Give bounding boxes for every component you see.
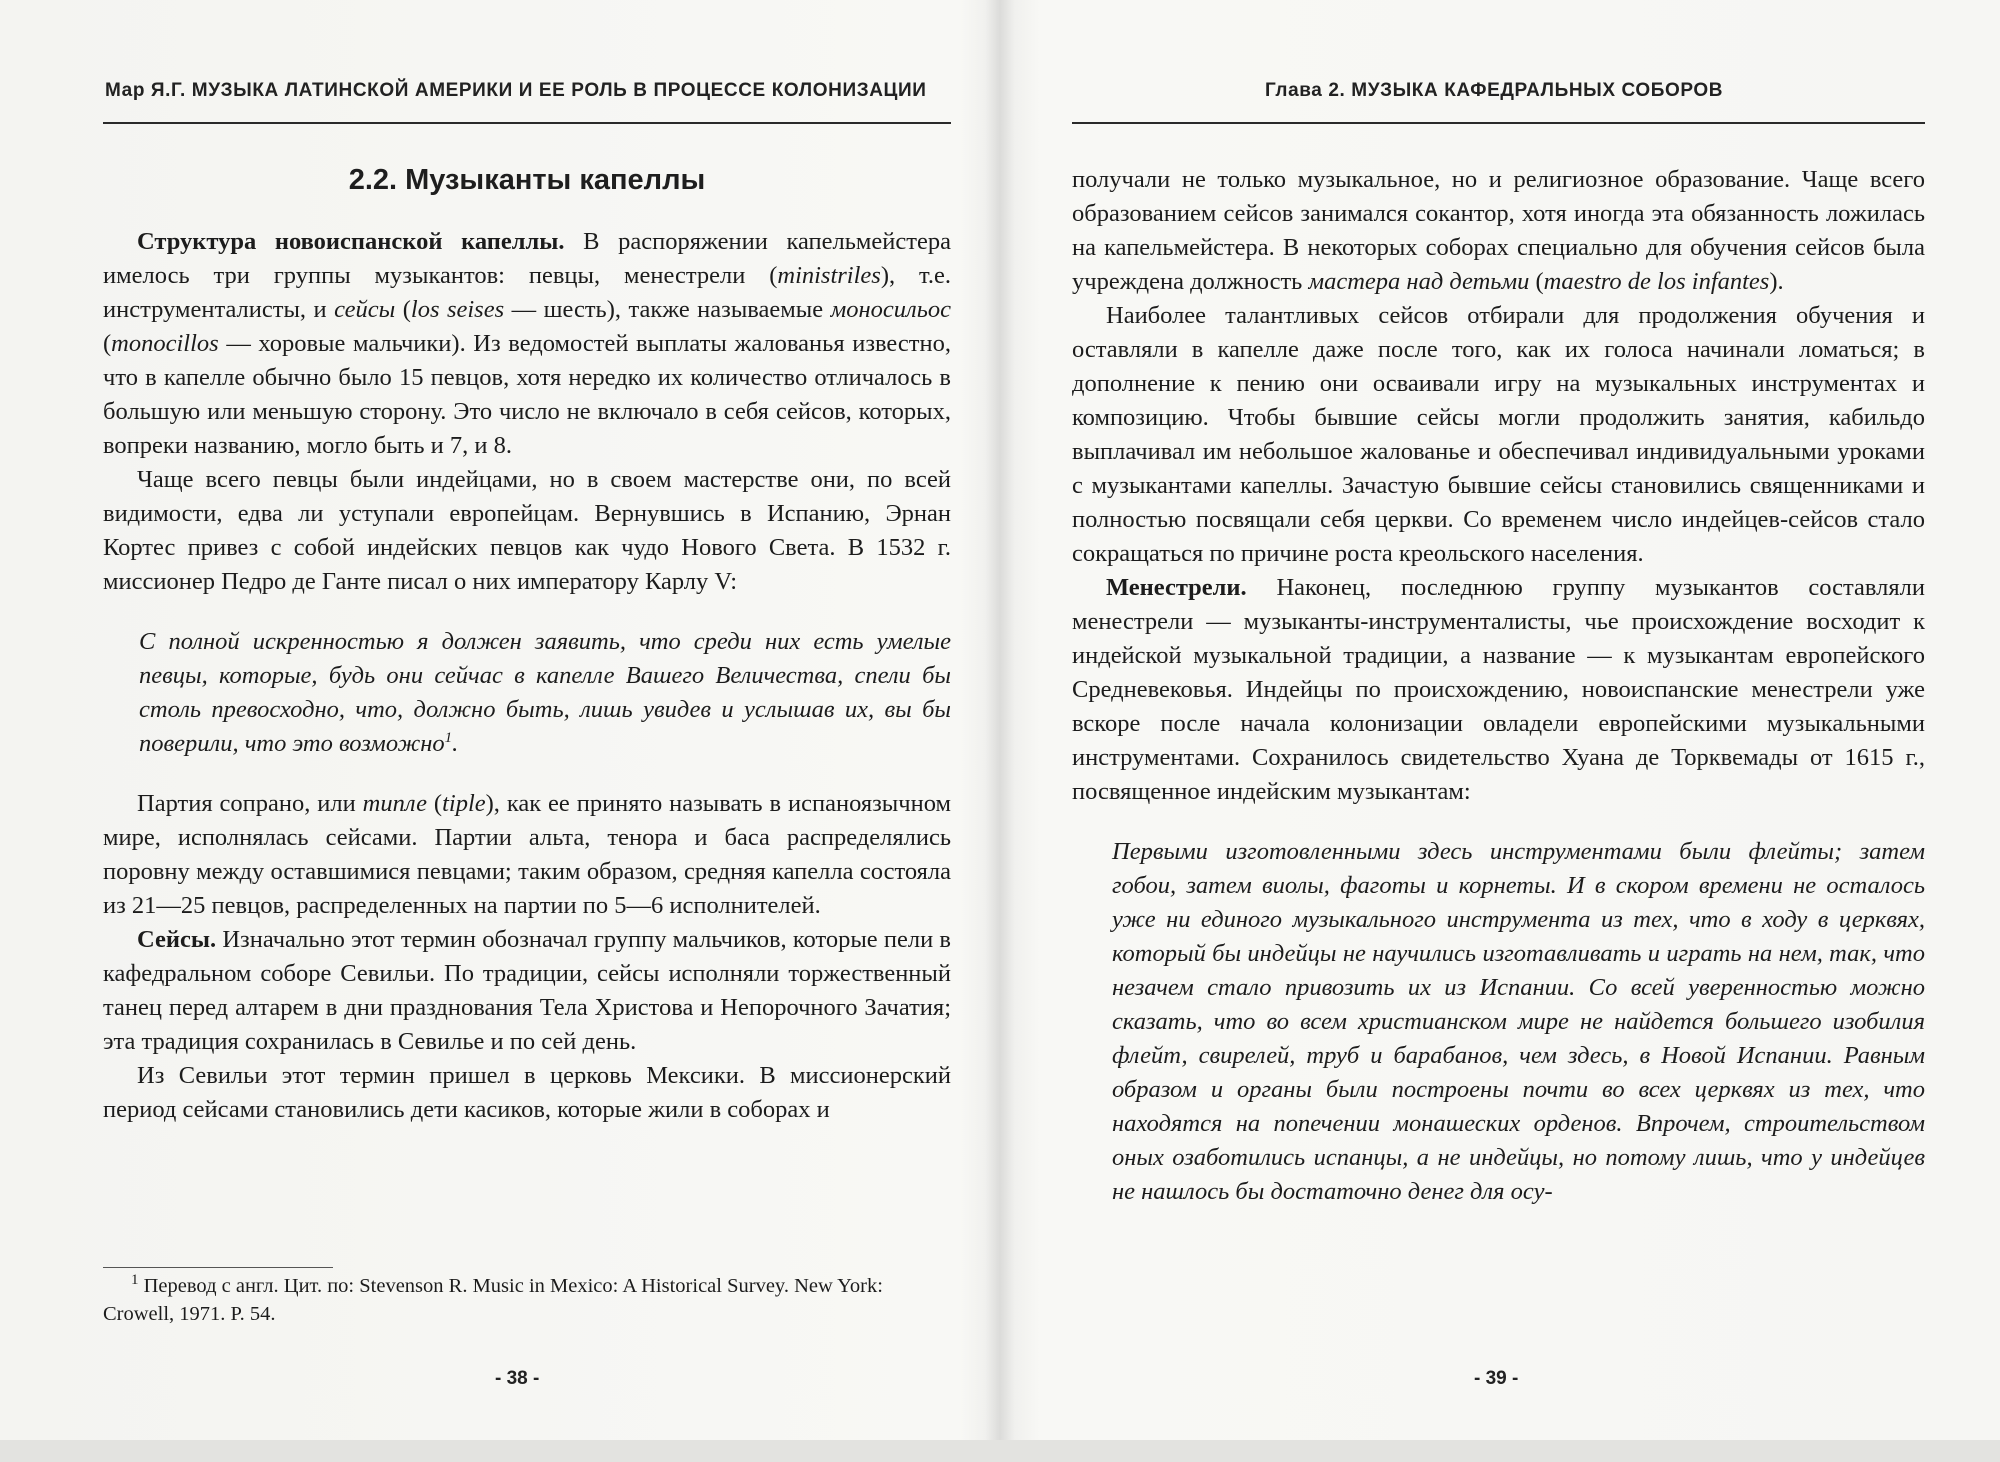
text-run: ( — [427, 790, 443, 817]
paragraph — [1072, 571, 1925, 809]
left-body-text — [103, 225, 951, 1127]
footnote-rule — [103, 1267, 333, 1268]
paragraph — [103, 787, 951, 923]
section-title: 2.2. Музыканты капеллы — [348, 164, 706, 196]
paragraph: Чаще всего певцы были индейцами, но в своем мастерстве они, по всей видимости, едва ли уступали европейцам. Вернувшись в Испанию, Эрнан Кортес привез с собой индейских певцов как чудо Нового Света. В 1532 г. миссионер Педро де Ганте писал о них императору Карлу V: — [103, 466, 951, 595]
quote-text: С полной искренностью я должен заявить, что среди них есть умелые певцы, которые, будь они сейчас в капелле Вашего Величества, спели бы столь превосходно, что, должно быть, лишь увидев и услышав их, вы бы поверили, что это возможно — [139, 628, 951, 757]
text-run: Наконец, последнюю группу музыкантов составляли менестрели — музыканты-инструменталисты, чье происхождение восходит к индейской музыкальной традиции, а название — к музыкантам европейского Средневековья. Индейцы по происхождению, новоиспанские менестрели уже вскоре после начала колонизации овладели европейскими музыкальными инструментами. Сохранилось свидетельство Хуана де Торквемады от 1615 г., посвященное индейским музыкантам: — [1072, 574, 1925, 805]
text-run: получали не только музыкальное, но и религиозное образование. Чаще всего образованием сейсов занимался сокантор, хотя иногда эта обязанность ложилась на капельмейстера. В некоторых соборах специально для обучения сейсов была учреждена должность — [1072, 166, 1925, 295]
running-head-left: Мар Я.Г. МУЗЫКА ЛАТИНСКОЙ АМЕРИКИ И ЕЕ РОЛЬ В ПРОЦЕССЕ КОЛОНИЗАЦИИ — [105, 80, 927, 101]
text-run: Партия сопрано, или — [137, 790, 363, 817]
paragraph — [103, 225, 951, 463]
italic-term: сейсы — [334, 296, 396, 323]
italic-term: типле — [362, 790, 427, 817]
right-page — [1000, 0, 2000, 1440]
italic-term: мастера над детьми — [1308, 268, 1530, 295]
left-page — [0, 0, 1000, 1440]
footnote-marker: 1 — [131, 1272, 139, 1289]
header-rule-left — [103, 122, 951, 124]
italic-term: monocillos — [111, 330, 219, 357]
italic-term: ministriles — [777, 262, 881, 289]
paragraph — [103, 923, 951, 1059]
text-run: ( — [1529, 268, 1544, 295]
text-run: ( — [395, 296, 411, 323]
footnote-text: Перевод с англ. Цит. по: Stevenson R. Music in Mexico: A Historical Survey. New York: Crowell, 1971. P. 54. — [103, 1275, 883, 1325]
header-rule-right — [1072, 122, 1925, 124]
running-head-right: Глава 2. МУЗЫКА КАФЕДРАЛЬНЫХ СОБОРОВ — [1265, 80, 1724, 101]
page-number-left: - 38 - — [495, 1368, 540, 1389]
text-run: Изначально этот термин обозначал группу мальчиков, которые пели в кафедральном соборе Севильи. По традиции, сейсы исполняли торжественный танец перед алтарем в дни празднования Тела Христова и Непорочного Зачатия; эта традиция сохранилась в Севилье и по сей день. — [103, 926, 951, 1055]
paragraph — [1072, 163, 1925, 299]
italic-term: моносильос — [830, 296, 951, 323]
paragraph-lead: Структура новоиспанской капеллы. — [137, 228, 565, 255]
text-run: ), т.е. инструменталисты, и — [103, 262, 952, 323]
right-body-text — [1072, 163, 1925, 1235]
paragraph: Наиболее талантливых сейсов отбирали для продолжения обучения и оставляли в капелле даже после того, как их голоса начинали ломаться; в дополнение к пению они осваивали игру на музыкальных инструментах и композицию. Чтобы бывшие сейсы могли продолжить занятия, кабильдо выплачивал им небольшое жалованье и обеспечивал индивидуальными уроками с музыкантами капеллы. Зачастую бывшие сейсы становились священниками и полностью посвящали себя церкви. Со временем число индейцев-сейсов стало сокращаться по причине роста креольского населения. — [1072, 302, 1925, 567]
block-quote: С полной искренностью я должен заявить, что среди них есть умелые певцы, которые, будь они сейчас в капелле Вашего Величества, спели бы столь превосходно, что, должно быть, лишь увидев и услышав их, вы бы поверили, что это возможно$^1$. — [139, 628, 951, 757]
text-run: — хоровые мальчики). Из ведомостей выплаты жалованья известно, что в капелле обычно было 15 певцов, хотя нередко их количество отличалось в большую или меньшую сторону. Это число не включало в себя сейсов, которых, вопреки названию, могло быть и 7, и 8. — [103, 330, 951, 459]
text-run: В распоряжении капельмейстера имелось три группы музыкантов: певцы, менестрели ( — [103, 228, 951, 289]
paragraph-lead: Сейсы. — [137, 926, 217, 953]
footnote — [103, 1272, 951, 1328]
text-run: ( — [103, 330, 112, 357]
italic-term: maestro de los infantes — [1543, 268, 1770, 295]
text-run: ), как ее принято называть в испаноязычном мире, исполнялась сейсами. Партии альта, тенора и баса распределялись поровну между оставшимися певцами; таким образом, средняя капелла состояла из 21—25 певцов, распределенных на партии по 5—6 исполнителей. — [103, 790, 951, 919]
italic-term: los seises — [410, 296, 505, 323]
page-bottom-edge — [0, 1440, 2000, 1462]
footnote-marker: 1 — [444, 729, 453, 746]
text-run: ). — [1769, 268, 1784, 295]
paragraph-lead: Менестрели. — [1106, 574, 1247, 601]
paragraph: Из Севильи этот термин пришел в церковь Мексики. В миссионерский период сейсами становились дети касиков, которые жили в соборах и — [103, 1062, 951, 1123]
text-run: — шесть), также называемые — [504, 296, 831, 323]
block-quote: Первыми изготовленными здесь инструментами были флейты; затем гобои, затем виолы, фаготы и корнеты. И в скором времени не осталось уже ни единого музыкального инструмента из тех, что в ходу в церквях, который бы индейцы не научились изготавливать и играть на нем, так, что незачем стало привозить их из Испании. Со всей уверенностью можно сказать, что во всем христианском мире не найдется большего изобилия флейт, свирелей, труб и барабанов, чем здесь, в Новой Испании. Равным образом и органы были построены почти во всех церквях из тех, что находятся на попечении монашеских орденов. Впрочем, строительством оных озаботились испанцы, а не индейцы, но потому лишь, что у индейцев не нашлось бы достаточно денег для осу- — [1112, 838, 1925, 1205]
gutter-shadow — [985, 0, 1015, 1440]
italic-term: tiple — [442, 790, 486, 817]
page-number-right: - 39 - — [1474, 1368, 1519, 1389]
